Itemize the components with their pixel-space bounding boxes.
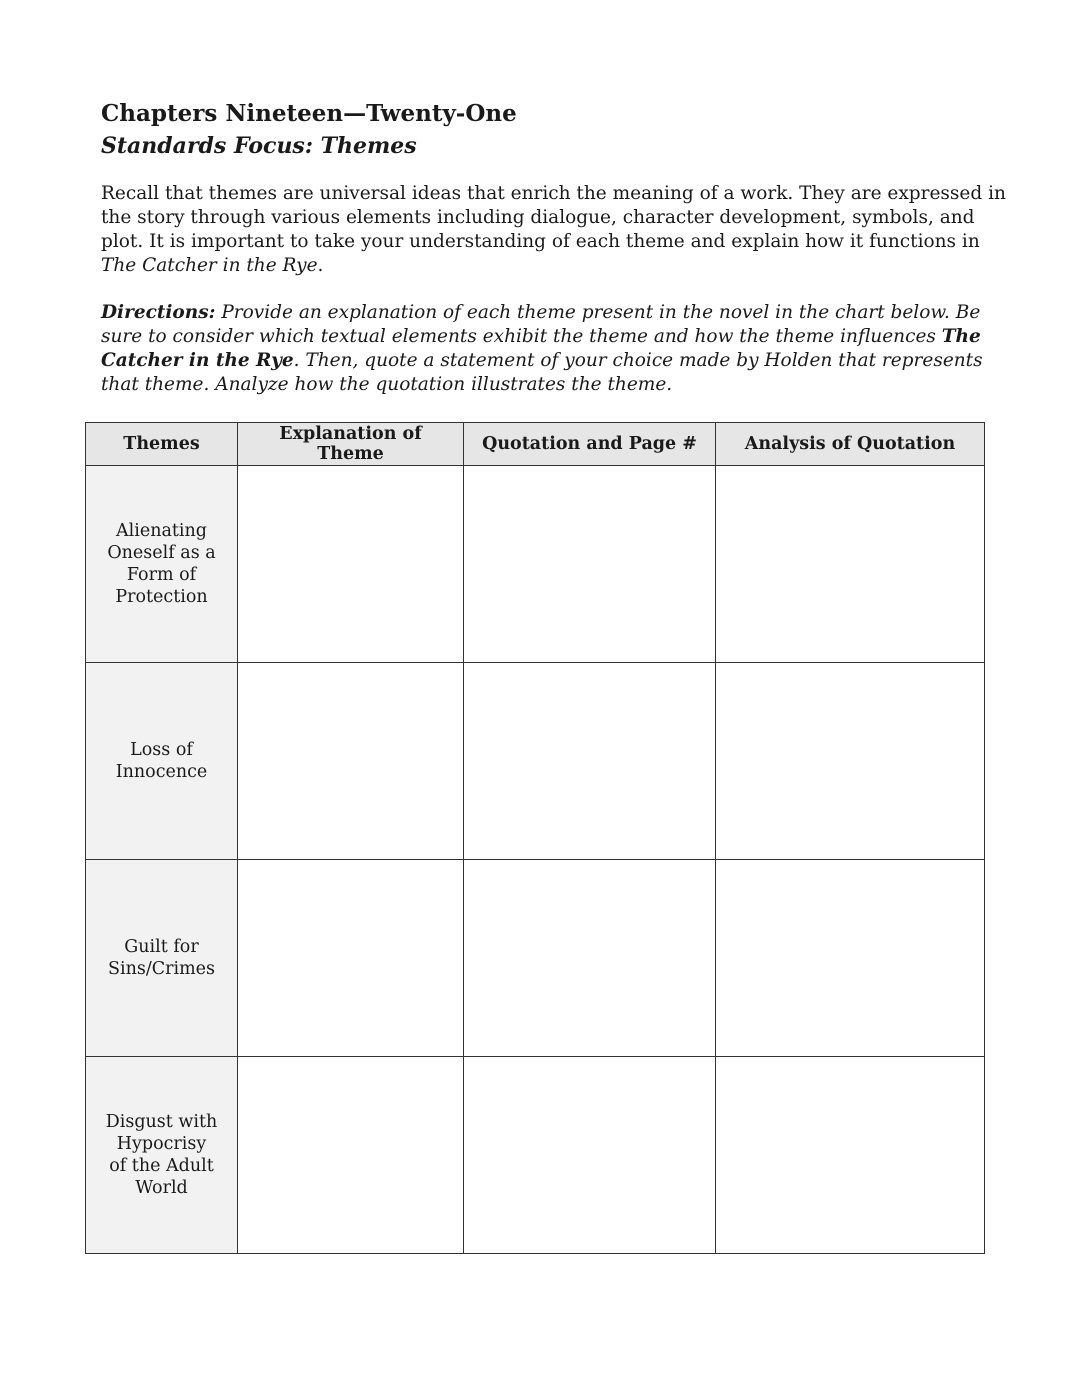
quotation-cell[interactable] bbox=[464, 1057, 716, 1254]
table-row bbox=[86, 466, 985, 663]
directions-text: Provide an explanation of each theme present in the novel in the chart below. Be bbox=[215, 302, 981, 323]
header-themes: Themes bbox=[86, 423, 238, 466]
book-title-bold: The bbox=[941, 326, 981, 347]
analysis-cell[interactable] bbox=[716, 466, 985, 663]
header-quotation: Quotation and Page # bbox=[464, 423, 716, 466]
table-row bbox=[86, 860, 985, 1057]
theme-label: Loss of Innocence bbox=[115, 740, 208, 782]
directions-paragraph bbox=[101, 301, 991, 397]
explanation-cell[interactable] bbox=[238, 466, 464, 663]
intro-line: Recall that themes are universal ideas that enrich the meaning of a work. They are expressed in bbox=[101, 183, 1006, 204]
analysis-cell[interactable] bbox=[716, 860, 985, 1057]
theme-cell bbox=[86, 860, 238, 1057]
intro-paragraph bbox=[101, 182, 1006, 278]
table-row bbox=[86, 663, 985, 860]
quotation-cell[interactable] bbox=[464, 663, 716, 860]
theme-label: Alienating Oneself as a Form of Protection bbox=[107, 521, 216, 607]
header-explanation-label: Explanation of Theme bbox=[279, 424, 422, 464]
explanation-cell[interactable] bbox=[238, 860, 464, 1057]
intro-line: the story through various elements including dialogue, character development, symbols, and bbox=[101, 207, 975, 228]
page-title: Chapters Nineteen—Twenty-One bbox=[101, 100, 517, 127]
theme-label: Guilt for Sins/Crimes bbox=[107, 937, 216, 979]
directions-text: that theme. Analyze how the quotation illustrates the theme. bbox=[101, 374, 673, 395]
explanation-cell[interactable] bbox=[238, 1057, 464, 1254]
explanation-cell[interactable] bbox=[238, 663, 464, 860]
intro-line: plot. It is important to take your understanding of each theme and explain how it functions in bbox=[101, 231, 980, 252]
analysis-cell[interactable] bbox=[716, 663, 985, 860]
theme-cell bbox=[86, 1057, 238, 1254]
themes-chart bbox=[85, 422, 985, 1254]
header-row bbox=[86, 423, 985, 466]
header-analysis: Analysis of Quotation bbox=[716, 423, 985, 466]
header-explanation bbox=[238, 423, 464, 466]
quotation-cell[interactable] bbox=[464, 860, 716, 1057]
directions-label: Directions: bbox=[101, 302, 216, 323]
table-row bbox=[86, 1057, 985, 1254]
theme-cell bbox=[86, 466, 238, 663]
analysis-cell[interactable] bbox=[716, 1057, 985, 1254]
intro-end-period: . bbox=[317, 255, 324, 276]
theme-cell bbox=[86, 663, 238, 860]
quotation-cell[interactable] bbox=[464, 466, 716, 663]
page-subtitle: Standards Focus: Themes bbox=[101, 133, 417, 159]
theme-label: Disgust with Hypocrisy of the Adult World bbox=[105, 1112, 218, 1198]
directions-text: . Then, quote a statement of your choice made by Holden that represents bbox=[293, 350, 983, 371]
book-title: The Catcher in the Rye bbox=[101, 255, 318, 276]
directions-text: sure to consider which textual elements exhibit the theme and how the theme influences bbox=[101, 326, 942, 347]
book-title-bold: Catcher in the Rye bbox=[101, 350, 294, 371]
